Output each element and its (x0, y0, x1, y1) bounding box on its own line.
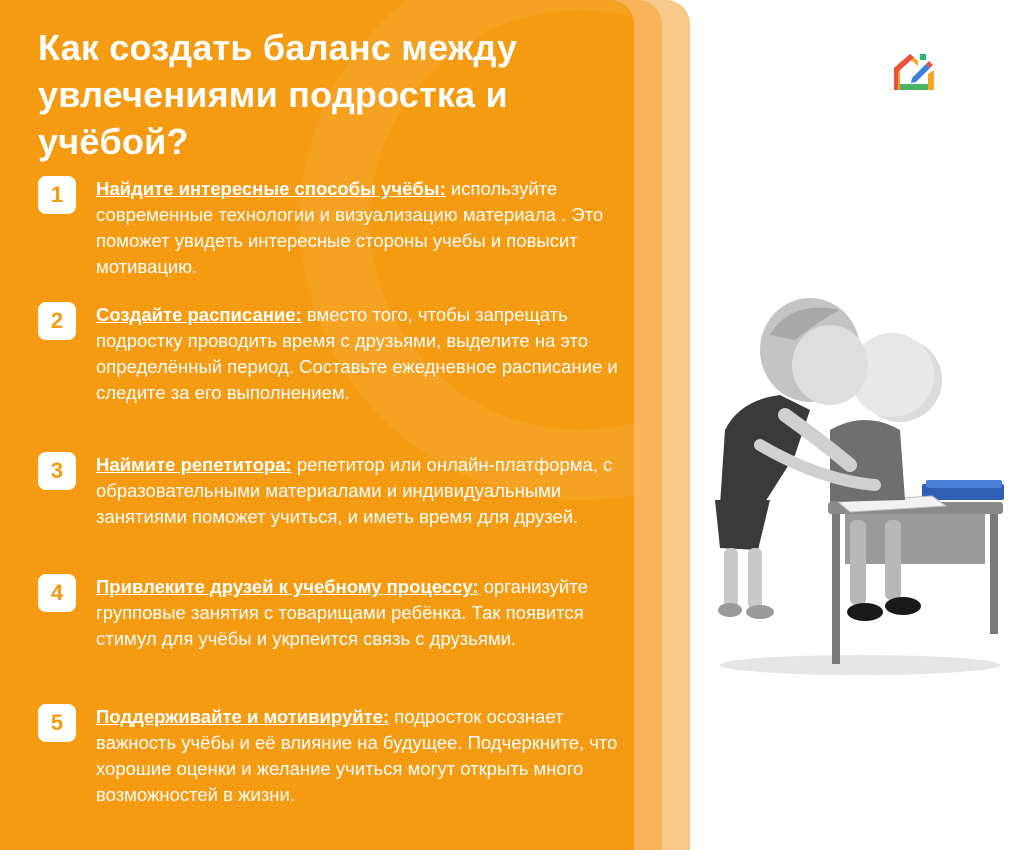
tip-body: организуйте групповые занятия с товарищами ребёнка. Так появится стимул для учёбы и укрпеится связь с друзьями. (96, 576, 588, 649)
tip-lead: Создайте расписание: (96, 304, 302, 325)
teacher-and-student-illustration (700, 280, 1020, 680)
tip-text (96, 176, 631, 280)
tip-text (96, 452, 631, 530)
tip-number: 4 (38, 574, 76, 612)
tip-text (96, 302, 631, 406)
page-title: Как создать баланс между увлечениями подростка и учёбой? (38, 27, 518, 162)
tip-body: подросток осознает важность учёбы и её влияние на будущее. Подчеркните, что хорошие оценки и желание учиться могут открыть много возможностей в жизни. (96, 706, 618, 805)
tip-lead: Наймите репетитора: (96, 454, 292, 475)
tip-number: 2 (38, 302, 76, 340)
tip-body: используйте современные технологии и визуализацию материала . Это поможет увидеть интересные стороны учебы и повысит мотивацию. (96, 178, 604, 277)
tip-number: 5 (38, 704, 76, 742)
tip-lead: Поддерживайте и мотивируйте: (96, 706, 390, 727)
tip-text (96, 704, 631, 808)
tip-number: 3 (38, 452, 76, 490)
house-pencil-logo-icon (890, 48, 938, 92)
tip-body: репетитор или онлайн-платформа, с образовательными материалами и индивидуальными занятиями поможет учиться, и иметь время для друзей. (96, 454, 613, 527)
tip-body: вместо того, чтобы запрещать подростку проводить время с друзьями, выделите на это определённый период. Составьте ежедневное расписание и следите за его выполнением. (96, 304, 618, 403)
tip-lead: Найдите интересные способы учёбы: (96, 178, 446, 199)
tip-lead: Привлеките друзей к учебному процессу: (96, 576, 479, 597)
tip-number: 1 (38, 176, 76, 214)
tip-text (96, 574, 631, 652)
